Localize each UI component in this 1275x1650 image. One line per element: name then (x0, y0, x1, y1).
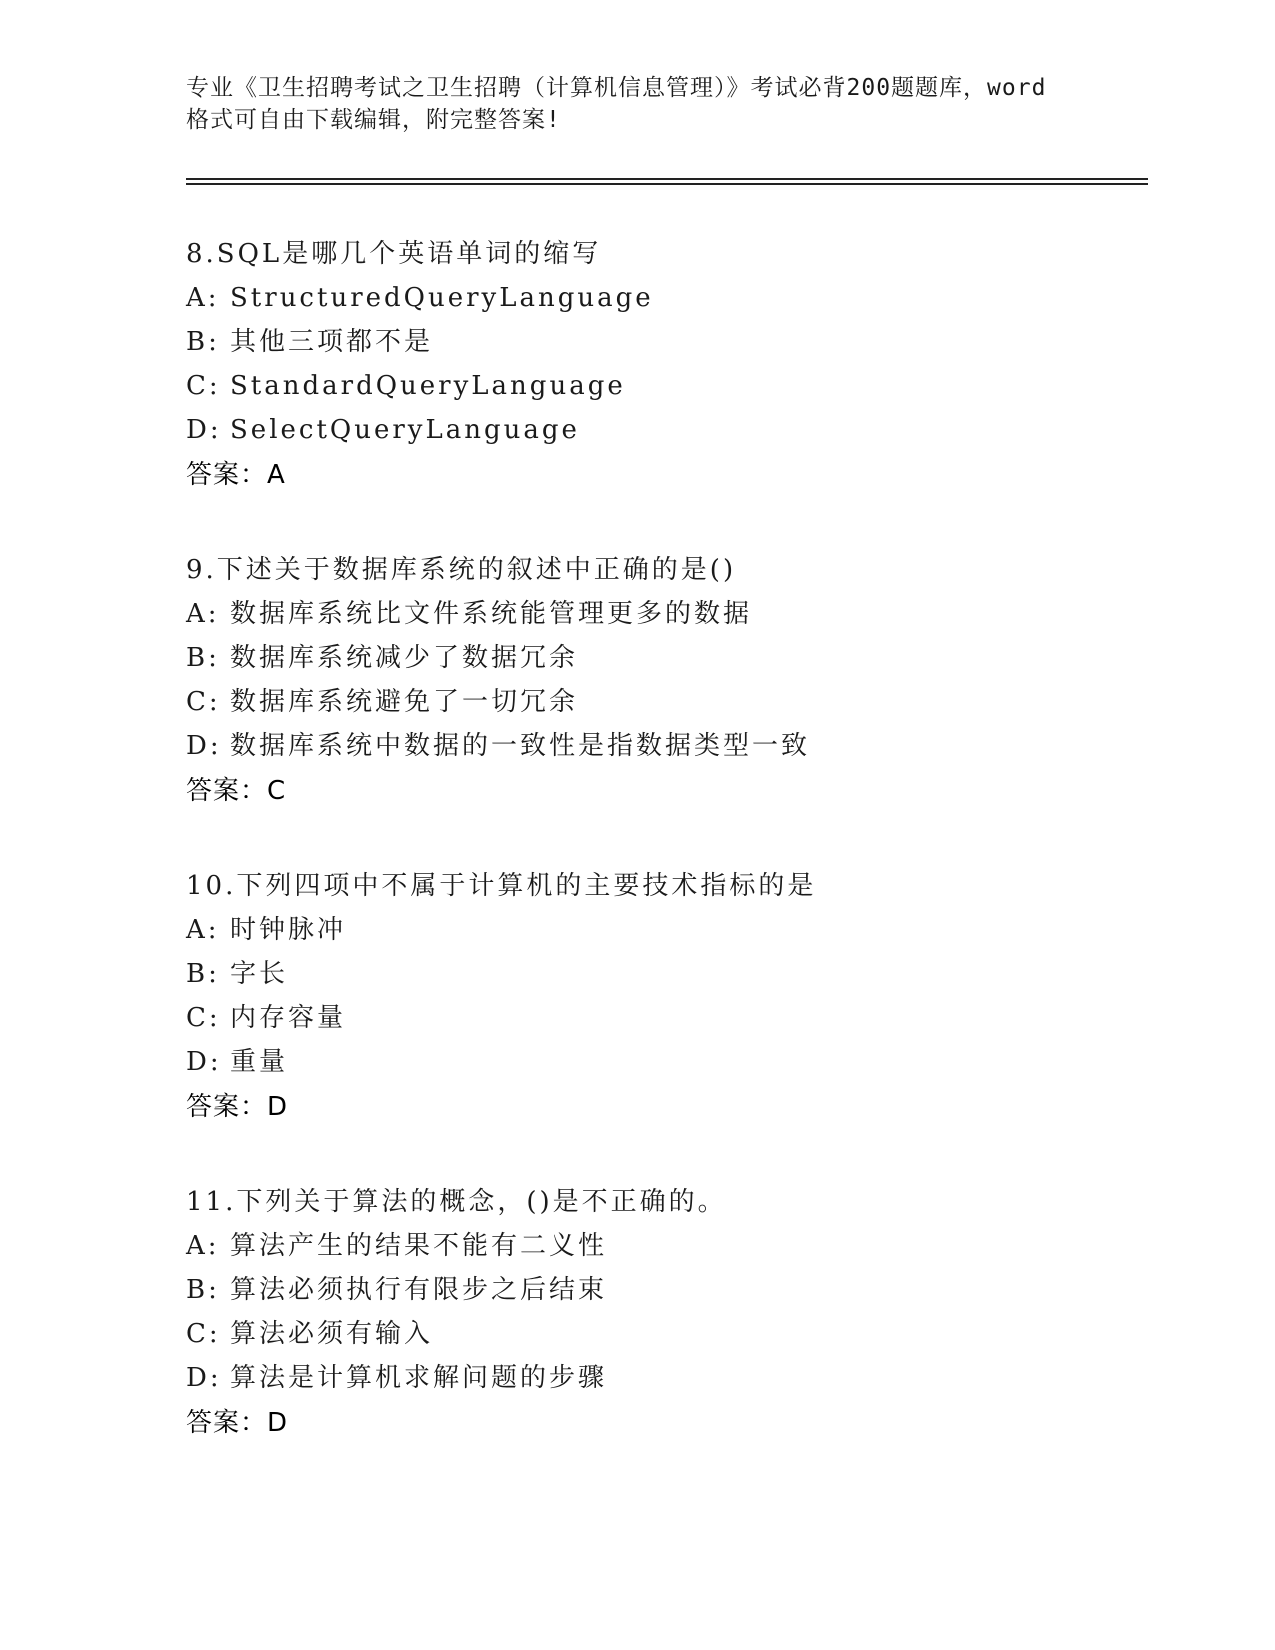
answer-label: 答案：A (186, 460, 286, 490)
option-key: C: (186, 687, 221, 717)
option-b (186, 636, 1136, 680)
option-a (186, 592, 1136, 636)
option-key: D: (186, 731, 222, 761)
option-text: StandardQueryLanguage (230, 371, 626, 401)
option-c (186, 680, 1136, 724)
option-text: SelectQueryLanguage (230, 415, 580, 445)
option-text: 数据库系统比文件系统能管理更多的数据 (230, 599, 753, 629)
header-intro-line-1: 专业《卫生招聘考试之卫生招聘（计算机信息管理）》考试必背200题题库，word (186, 75, 1047, 101)
header-divider-top (186, 178, 1148, 180)
answer-label: 答案：D (186, 1092, 289, 1122)
option-text: 算法必须执行有限步之后结束 (230, 1275, 608, 1305)
option-key: C: (186, 371, 221, 401)
question-title: 10.下列四项中不属于计算机的主要技术指标的是 (186, 871, 817, 901)
option-c (186, 996, 1136, 1040)
option-key: A: (186, 1231, 220, 1261)
option-key: C: (186, 1003, 221, 1033)
option-key: B: (186, 1275, 220, 1305)
header-divider-bottom (186, 183, 1148, 185)
option-a (186, 908, 1136, 952)
option-d (186, 1356, 1136, 1400)
option-c (186, 1312, 1136, 1356)
option-key: A: (186, 915, 220, 945)
question-block-9 (186, 548, 1136, 814)
option-key: D: (186, 1363, 222, 1393)
option-text: 字长 (230, 959, 289, 989)
option-d (186, 724, 1136, 768)
option-key: D: (186, 1047, 222, 1077)
question-block-10 (186, 864, 1136, 1130)
option-text: 数据库系统中数据的一致性是指数据类型一致 (230, 731, 811, 761)
option-text: 数据库系统减少了数据冗余 (230, 643, 579, 673)
question-block-11 (186, 1180, 1136, 1446)
option-text: 数据库系统避免了一切冗余 (230, 687, 579, 717)
option-b (186, 320, 1136, 364)
option-text: 算法是计算机求解问题的步骤 (230, 1363, 608, 1393)
option-key: B: (186, 959, 220, 989)
header-intro-line-2: 格式可自由下载编辑，附完整答案! (186, 107, 561, 133)
option-a (186, 276, 1136, 320)
option-b (186, 952, 1136, 996)
answer-label: 答案：D (186, 1408, 289, 1438)
option-d (186, 408, 1136, 452)
option-c (186, 364, 1136, 408)
option-key: A: (186, 599, 220, 629)
option-text: 时钟脉冲 (230, 915, 347, 945)
option-text: StructuredQueryLanguage (230, 283, 654, 313)
question-title: 11.下列关于算法的概念，()是不正确的。 (186, 1187, 727, 1217)
answer-label: 答案：C (186, 776, 287, 806)
option-d (186, 1040, 1136, 1084)
option-a (186, 1224, 1136, 1268)
option-b (186, 1268, 1136, 1312)
option-text: 重量 (230, 1047, 289, 1077)
option-key: C: (186, 1319, 221, 1349)
option-key: D: (186, 415, 222, 445)
document-header (186, 72, 1086, 136)
option-key: A: (186, 283, 220, 313)
option-text: 其他三项都不是 (230, 327, 434, 357)
option-text: 算法产生的结果不能有二义性 (230, 1231, 608, 1261)
option-text: 内存容量 (230, 1003, 347, 1033)
option-key: B: (186, 327, 220, 357)
option-key: B: (186, 643, 220, 673)
option-text: 算法必须有输入 (230, 1319, 434, 1349)
question-block-8 (186, 232, 1136, 498)
question-title: 9.下述关于数据库系统的叙述中正确的是() (186, 555, 737, 585)
question-title: 8.SQL是哪几个英语单词的缩写 (186, 239, 602, 269)
